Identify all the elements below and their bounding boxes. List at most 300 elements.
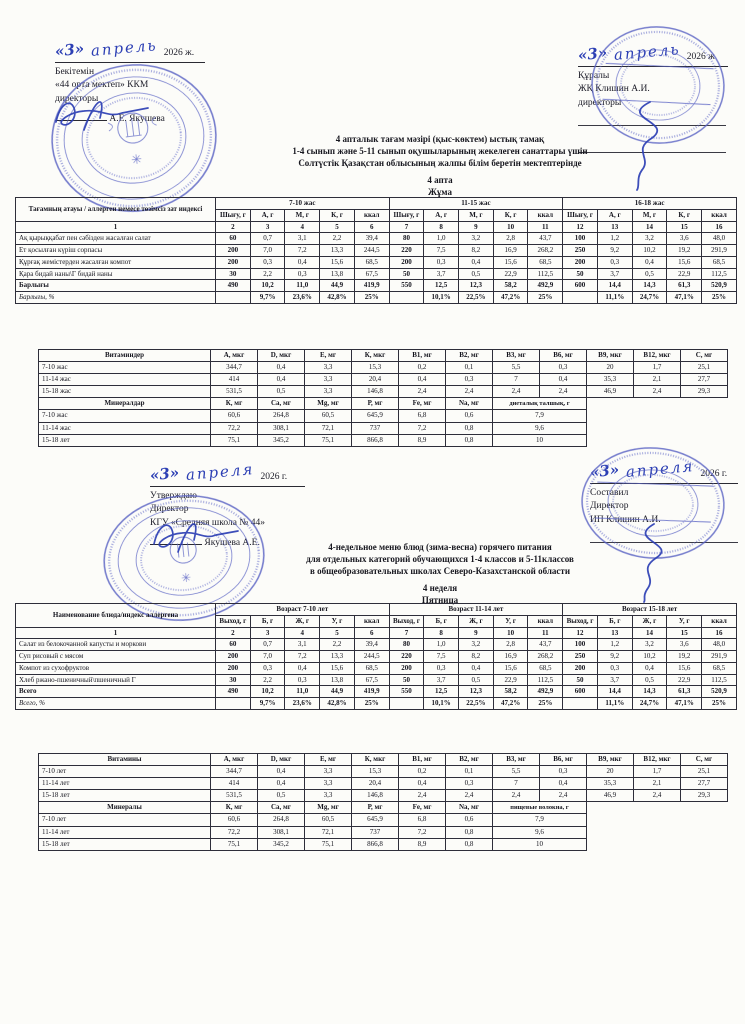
vitamin-column-header: К, мкг: [352, 754, 399, 766]
value-cell: 0,3: [597, 662, 632, 674]
column-header: К, г: [667, 209, 702, 221]
value-cell: 1,2: [597, 639, 632, 651]
value-cell: 22,9: [667, 674, 702, 686]
mineral-value: 8,9: [399, 434, 446, 446]
vitamin-column-header: С, мг: [681, 350, 728, 362]
column-number: 7: [389, 627, 424, 639]
mineral-value: 0,6: [446, 410, 493, 422]
mineral-column-header: Mg, мг: [305, 398, 352, 410]
menu-table-ru: [15, 603, 737, 710]
age-group-header: Возраст 11-14 лет: [389, 604, 563, 616]
mineral-value: 264,8: [258, 410, 305, 422]
value-cell: 291,9: [702, 651, 737, 663]
column-header: Б, г: [597, 615, 632, 627]
value-cell: 220: [389, 245, 424, 257]
column-number: 8: [424, 221, 459, 233]
vitamin-value: 27,7: [681, 374, 728, 386]
percent-row: [16, 292, 737, 304]
column-number: 15: [667, 627, 702, 639]
age-group-header: 7-10 жас: [216, 198, 390, 210]
mineral-row: [39, 410, 728, 422]
value-cell: 43,7: [528, 639, 563, 651]
mineral-value: 308,1: [258, 422, 305, 434]
column-header: ккал: [354, 615, 389, 627]
dish-name: Ақ қырыққабат пен сәбізден жасалған салат: [16, 233, 216, 245]
value-cell: 2,2: [250, 268, 285, 280]
total-cell: 520,9: [702, 280, 737, 292]
value-cell: 100: [563, 639, 598, 651]
mineral-value: 345,2: [258, 838, 305, 850]
column-number: 13: [597, 221, 632, 233]
total-cell: 58,2: [493, 280, 528, 292]
percent-cell: 47,2%: [493, 698, 528, 710]
vitamin-value: 2,4: [446, 386, 493, 398]
vitamin-column-header: В2, мг: [446, 754, 493, 766]
total-cell: 14,3: [632, 686, 667, 698]
total-label: Барлығы: [16, 280, 216, 292]
column-header: ккал: [702, 615, 737, 627]
total-cell: 550: [389, 280, 424, 292]
column-number: 3: [250, 221, 285, 233]
column-number: 9: [459, 627, 494, 639]
approval-line: «44 орта мектеп» ККМ: [55, 80, 149, 90]
vitamin-value: 3,3: [305, 766, 352, 778]
vitamin-value: 531,5: [211, 386, 258, 398]
value-cell: 3,1: [285, 233, 320, 245]
vitamin-value: 7: [493, 374, 540, 386]
total-cell: 490: [216, 280, 251, 292]
mineral-row: [39, 826, 728, 838]
signature-row: [55, 110, 270, 127]
mineral-value: 72,1: [305, 826, 352, 838]
vitamin-column-header: В3, мг: [493, 350, 540, 362]
composer-line: Директор: [590, 501, 629, 511]
value-cell: 0,4: [459, 662, 494, 674]
mineral-column-header: Mg, мг: [305, 802, 352, 814]
value-cell: 19,2: [667, 245, 702, 257]
value-cell: 3,2: [459, 233, 494, 245]
column-number: 2: [216, 221, 251, 233]
value-cell: 3,2: [632, 639, 667, 651]
value-cell: 112,5: [702, 268, 737, 280]
value-cell: 15,6: [667, 256, 702, 268]
vitamin-column-header: В3, мг: [493, 754, 540, 766]
mineral-column-header: Fe, мг: [399, 802, 446, 814]
vitamin-value: 7: [493, 778, 540, 790]
vitamin-value: 3,3: [305, 362, 352, 374]
total-cell: 492,9: [528, 686, 563, 698]
vitamin-value: 0,4: [258, 778, 305, 790]
column-header: ккал: [528, 209, 563, 221]
vitamin-value: 25,1: [681, 362, 728, 374]
percent-cell: 47,1%: [667, 292, 702, 304]
vitamin-value: 20,4: [352, 778, 399, 790]
value-cell: 112,5: [528, 674, 563, 686]
composer-line: Құралы: [578, 70, 610, 81]
total-cell: 44,9: [320, 280, 355, 292]
percent-cell: [563, 292, 598, 304]
mineral-column-header: Р, мг: [352, 802, 399, 814]
value-cell: 0,7: [250, 233, 285, 245]
column-number: 13: [597, 627, 632, 639]
vitamin-value: 46,9: [587, 386, 634, 398]
signer-name: А.Е. Якушева: [109, 114, 165, 124]
vitamin-column-header: В12, мкг: [634, 754, 681, 766]
age-label: 7-10 лет: [39, 814, 211, 826]
column-number: 1: [16, 221, 216, 233]
title-line: для отдельных категорий обучающихся 1-4 классов и 5-11классов: [306, 554, 574, 564]
value-cell: 0,3: [250, 256, 285, 268]
value-cell: 8,2: [459, 651, 494, 663]
value-cell: 0,5: [459, 674, 494, 686]
column-number: 5: [320, 627, 355, 639]
total-label: Всего: [16, 686, 216, 698]
vitamin-value: 3,3: [305, 386, 352, 398]
value-cell: 39,4: [354, 639, 389, 651]
total-cell: 419,9: [354, 280, 389, 292]
value-cell: 0,5: [632, 674, 667, 686]
vitamin-value: 2,1: [634, 374, 681, 386]
column-header: Б, г: [250, 615, 285, 627]
mineral-column-header: Са, мг: [258, 802, 305, 814]
mineral-value: 60,6: [211, 814, 258, 826]
empty-cell: [587, 838, 728, 850]
value-cell: 80: [389, 639, 424, 651]
fiber-value: 7,9: [493, 410, 587, 422]
column-header: К, г: [320, 209, 355, 221]
value-cell: 0,4: [632, 256, 667, 268]
approval-date-ru: [149, 460, 305, 487]
vitamin-column-header: А, мкг: [211, 754, 258, 766]
vitamin-value: 414: [211, 374, 258, 386]
value-cell: 9,2: [597, 651, 632, 663]
minerals-header: Минералы: [39, 802, 211, 814]
value-cell: 0,5: [632, 268, 667, 280]
value-cell: 291,9: [702, 245, 737, 257]
vitamin-column-header: В1, мг: [399, 350, 446, 362]
menu-row: [16, 674, 737, 686]
dish-name: Суп рисовый с мясом: [16, 651, 216, 663]
vitamin-value: 5,5: [493, 766, 540, 778]
value-cell: 200: [216, 256, 251, 268]
vitamin-value: 2,4: [399, 790, 446, 802]
composer-date-kk: [577, 40, 728, 67]
composer-line: Составил: [590, 487, 629, 498]
dish-name: Қара бидай наны\Г бидай наны: [16, 268, 216, 280]
total-cell: 58,2: [493, 686, 528, 698]
mineral-value: 0,8: [446, 422, 493, 434]
vitamin-value: 2,1: [634, 778, 681, 790]
value-cell: 0,3: [424, 256, 459, 268]
dish-name: Ет қосылған күріш сорпасы: [16, 245, 216, 257]
mineral-value: 72,2: [211, 422, 258, 434]
column-number: 1: [16, 627, 216, 639]
column-header: Шығу, г: [216, 209, 251, 221]
percent-cell: 23,6%: [285, 698, 320, 710]
handwritten-day: «3»: [54, 39, 85, 61]
vitamin-value: 0,5: [258, 386, 305, 398]
value-cell: 22,9: [493, 674, 528, 686]
day-label: Пятница: [421, 595, 459, 605]
vitamin-value: 0,4: [399, 778, 446, 790]
value-cell: 200: [563, 256, 598, 268]
vitamin-value: 414: [211, 778, 258, 790]
column-header: У, г: [320, 615, 355, 627]
value-cell: 10,2: [632, 245, 667, 257]
mineral-value: 737: [352, 826, 399, 838]
value-cell: 43,7: [528, 233, 563, 245]
percent-cell: 10,1%: [424, 698, 459, 710]
week-label: 4 апта: [427, 175, 453, 185]
value-cell: 2,8: [493, 639, 528, 651]
value-cell: 3,6: [667, 639, 702, 651]
total-cell: 550: [389, 686, 424, 698]
vitamin-column-header: С, мг: [681, 754, 728, 766]
menu-row: [16, 639, 737, 651]
fiber-value: 10: [493, 838, 587, 850]
column-number: 11: [528, 221, 563, 233]
vitamin-value: 531,5: [211, 790, 258, 802]
percent-cell: 24,7%: [632, 698, 667, 710]
document-title-kk: [95, 133, 745, 198]
value-cell: 68,5: [702, 256, 737, 268]
vitamin-value: 2,4: [634, 386, 681, 398]
value-cell: 200: [389, 662, 424, 674]
percent-label: Барлығы, %: [16, 292, 216, 304]
age-group-header: 11-15 жас: [389, 198, 563, 210]
column-number: 12: [563, 627, 598, 639]
column-number: 15: [667, 221, 702, 233]
vitamin-value: 344,7: [211, 766, 258, 778]
total-cell: 14,4: [597, 280, 632, 292]
nutrients-table-ru: [38, 753, 728, 851]
percent-cell: [389, 698, 424, 710]
mineral-value: 737: [352, 422, 399, 434]
vitamin-column-header: А, мкг: [211, 350, 258, 362]
value-cell: 250: [563, 245, 598, 257]
age-label: 11-14 лет: [39, 778, 211, 790]
vitamin-value: 29,3: [681, 790, 728, 802]
percent-cell: 25%: [702, 292, 737, 304]
mineral-value: 75,1: [305, 434, 352, 446]
total-cell: 12,3: [459, 280, 494, 292]
vitamins-header: Витамины: [39, 754, 211, 766]
value-cell: 244,5: [354, 651, 389, 663]
approval-block-ru: [149, 460, 370, 551]
value-cell: 22,9: [493, 268, 528, 280]
percent-cell: 25%: [702, 698, 737, 710]
value-cell: 100: [563, 233, 598, 245]
vitamin-value: 1,7: [634, 362, 681, 374]
mineral-value: 60,5: [305, 814, 352, 826]
vitamin-column-header: D, мкг: [258, 754, 305, 766]
column-number: 5: [320, 221, 355, 233]
title-line: 1-4 сынып және 5-11 сынып оқушыларының жекелеген санаттары үшін: [292, 146, 588, 156]
value-cell: 48,0: [702, 639, 737, 651]
percent-cell: 42,8%: [320, 292, 355, 304]
percent-cell: [216, 292, 251, 304]
vitamin-value: 146,8: [352, 790, 399, 802]
total-cell: 44,9: [320, 686, 355, 698]
value-cell: 10,2: [632, 651, 667, 663]
column-number: 3: [250, 627, 285, 639]
mineral-value: 645,9: [352, 814, 399, 826]
total-cell: 10,2: [250, 280, 285, 292]
column-header: ккал: [354, 209, 389, 221]
mineral-row: [39, 434, 728, 446]
value-cell: 13,8: [320, 674, 355, 686]
column-number: 16: [702, 221, 737, 233]
value-cell: 0,3: [424, 662, 459, 674]
approval-line: Директор: [150, 504, 189, 514]
column-header: М, г: [459, 209, 494, 221]
value-cell: 80: [389, 233, 424, 245]
document-title-ru: [95, 541, 745, 606]
mineral-value: 75,1: [211, 434, 258, 446]
value-cell: 67,5: [354, 674, 389, 686]
composer-date-ru: [589, 457, 738, 484]
stamp-star-icon: ✳: [130, 151, 143, 168]
empty-cell: [587, 422, 728, 434]
total-cell: 10,2: [250, 686, 285, 698]
vitamin-value: 25,1: [681, 766, 728, 778]
value-cell: 7,0: [250, 651, 285, 663]
value-cell: 15,6: [320, 256, 355, 268]
value-cell: 9,2: [597, 245, 632, 257]
age-group-header: Возраст 15-18 лет: [563, 604, 737, 616]
column-header: Ж, г: [632, 615, 667, 627]
total-cell: 520,9: [702, 686, 737, 698]
mineral-value: 72,2: [211, 826, 258, 838]
value-cell: 22,9: [667, 268, 702, 280]
vitamin-value: 3,3: [305, 790, 352, 802]
menu-corner-header: Тағамның атауы / аллерген немесе төзімсіз зат индексі: [16, 198, 216, 222]
percent-cell: 25%: [354, 292, 389, 304]
value-cell: 0,3: [597, 256, 632, 268]
value-cell: 0,7: [250, 639, 285, 651]
composer-block-ru: [589, 457, 745, 543]
vitamin-value: 3,3: [305, 374, 352, 386]
vitamin-column-header: В9, мкг: [587, 754, 634, 766]
approval-line: Утверждаю: [150, 490, 197, 501]
mineral-value: 308,1: [258, 826, 305, 838]
value-cell: 3,2: [459, 639, 494, 651]
value-cell: 50: [389, 268, 424, 280]
value-cell: 7,0: [250, 245, 285, 257]
vitamin-value: 0,3: [446, 778, 493, 790]
empty-cell: [587, 814, 728, 826]
column-header: А, г: [597, 209, 632, 221]
percent-cell: [389, 292, 424, 304]
total-cell: 11,0: [285, 280, 320, 292]
value-cell: 244,5: [354, 245, 389, 257]
dish-name: Хлеб ржано-пшеничный\пшеничный Г: [16, 674, 216, 686]
value-cell: 7,5: [424, 245, 459, 257]
empty-cell: [587, 398, 728, 410]
vitamin-value: 0,4: [540, 778, 587, 790]
menu-row: [16, 268, 737, 280]
handwritten-month: апреля: [184, 460, 255, 484]
percent-cell: 25%: [528, 698, 563, 710]
mineral-value: 0,8: [446, 838, 493, 850]
vitamin-column-header: В12, мкг: [634, 350, 681, 362]
vitamin-value: 0,3: [446, 374, 493, 386]
value-cell: 2,2: [320, 233, 355, 245]
total-cell: 11,0: [285, 686, 320, 698]
handwritten-day: «3»: [149, 463, 180, 485]
vitamin-value: 0,1: [446, 362, 493, 374]
vitamin-column-header: Е, мг: [305, 350, 352, 362]
vitamin-value: 27,7: [681, 778, 728, 790]
vitamin-value: 2,4: [399, 386, 446, 398]
column-number: 16: [702, 627, 737, 639]
value-cell: 200: [216, 245, 251, 257]
vitamin-column-header: В1, мг: [399, 754, 446, 766]
value-cell: 68,5: [702, 662, 737, 674]
value-cell: 3,7: [424, 268, 459, 280]
handwritten-day: «3»: [589, 460, 620, 482]
column-header: ккал: [528, 615, 563, 627]
value-cell: 112,5: [702, 674, 737, 686]
fiber-header: диеталық талшық, г: [493, 398, 587, 410]
age-label: 15-18 лет: [39, 434, 211, 446]
column-number: 10: [493, 221, 528, 233]
value-cell: 30: [216, 268, 251, 280]
handwritten-month: апрель: [612, 40, 681, 64]
age-label: 11-14 жас: [39, 374, 211, 386]
vitamin-value: 2,4: [540, 386, 587, 398]
value-cell: 200: [216, 662, 251, 674]
percent-cell: 25%: [528, 292, 563, 304]
value-cell: 2,2: [320, 639, 355, 651]
vitamin-value: 2,4: [446, 790, 493, 802]
value-cell: 200: [389, 256, 424, 268]
value-cell: 60: [216, 233, 251, 245]
value-cell: 250: [563, 651, 598, 663]
percent-cell: [216, 698, 251, 710]
value-cell: 220: [389, 651, 424, 663]
total-cell: 600: [563, 280, 598, 292]
vitamin-value: 46,9: [587, 790, 634, 802]
value-cell: 1,0: [424, 639, 459, 651]
mineral-value: 6,8: [399, 410, 446, 422]
week-label: 4 неделя: [422, 583, 458, 593]
value-cell: 19,2: [667, 651, 702, 663]
menu-row: [16, 245, 737, 257]
mineral-value: 60,6: [211, 410, 258, 422]
value-cell: 0,3: [285, 268, 320, 280]
vitamin-value: 20: [587, 766, 634, 778]
total-row: [16, 686, 737, 698]
composer-line: директоры: [578, 97, 622, 108]
value-cell: 2,8: [493, 233, 528, 245]
column-header: А, г: [250, 209, 285, 221]
column-number: 14: [632, 627, 667, 639]
typed-year: 2026 ж: [686, 52, 715, 62]
vitamin-value: 0,3: [540, 766, 587, 778]
value-cell: 0,4: [285, 256, 320, 268]
composer-line: ЖҚ Клишин А.И.: [578, 84, 650, 94]
mineral-row: [39, 814, 728, 826]
value-cell: 67,5: [354, 268, 389, 280]
percent-label: Всего, %: [16, 698, 216, 710]
total-cell: 492,9: [528, 280, 563, 292]
vitamin-column-header: В6, мг: [540, 350, 587, 362]
mineral-value: 8,9: [399, 838, 446, 850]
total-cell: 61,3: [667, 280, 702, 292]
column-number: 12: [563, 221, 598, 233]
value-cell: 50: [563, 268, 598, 280]
